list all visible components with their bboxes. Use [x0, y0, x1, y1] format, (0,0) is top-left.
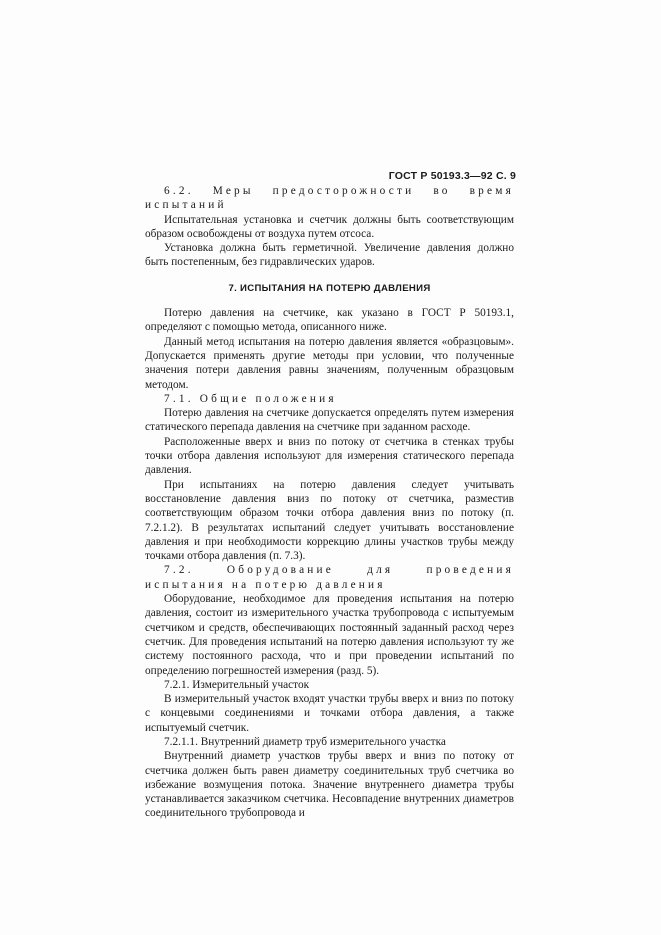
section-7-1-paragraph-2: Расположенные вверх и вниз по потоку от счетчика в стенках трубы точки отбора давления используют для измерения статического перепада давления.: [145, 435, 514, 477]
section-7-2-1-1-title: 7.2.1.1. Внутренний диаметр труб измерительного участка: [164, 735, 446, 748]
section-7-2-1-paragraph-1: В измерительный участок входят участки трубы вверх и вниз по потоку с концевыми соединениями и точками отбора давления, а также испытуемый счетчик.: [145, 693, 514, 734]
section-7-1-paragraph-3: При испытаниях на потерю давления следует учитывать восстановление давления вниз по потоку от счетчика, разместив соответствующим образом точки отбора давления вниз по потоку (п. 7.2.1.2). В результатах испытаний следует учитывать восстановление давления и при необходимости коррекцию длины участков трубы между точками отбора давления (п. 7.3).: [145, 478, 514, 563]
section-7-1-paragraph-1: Потерю давления на счетчике допускается определять путем измерения статического перепада давления на счетчике при заданном расходе.: [145, 407, 514, 434]
running-head: ГОСТ Р 50193.3—92 С. 9: [388, 170, 516, 182]
section-7-2-title: 7.2. Оборудование для проведения испытания на потерю давления: [145, 564, 514, 591]
section-7-2-1-1-paragraph-1: Внутренний диаметр участков трубы вверх и вниз по потоку от счетчика должен быть равен диаметру соединительных труб счетчика во избежание возмущения потока. Значение внутреннего диаметра трубы устанавливается заказчиком счетчика. Несовпадение внутренних диаметров соединительного трубопровода и: [145, 750, 514, 820]
section-7-heading: 7. ИСПЫТАНИЯ НА ПОТЕРЮ ДАВЛЕНИЯ: [228, 282, 431, 294]
section-6-2-title: 6.2. Меры предосторожности во время испытаний: [145, 185, 514, 212]
section-6-2-paragraph-1: Испытательная установка и счетчик должны быть соответствующим образом освобождены от воздуха путем отсоса.: [145, 213, 514, 240]
section-6-2-paragraph-2: Установка должна быть герметичной. Увеличение давления должно быть постепенным, без гидравлических ударов.: [145, 242, 514, 269]
section-7-2-1-title: 7.2.1. Измерительный участок: [164, 678, 310, 691]
section-7-paragraph-1: Потерю давления на счетчике, как указано в ГОСТ Р 50193.1, определяют с помощью метода, описанного ниже.: [145, 307, 514, 334]
section-7-paragraph-2: Данный метод испытания на потерю давления является «образцовым». Допускается применять другие методы при условии, что полученные значения потери давления равны значениям, полученным образцовым методом.: [145, 335, 514, 391]
page-body: [145, 184, 514, 821]
section-7-2-paragraph-1: Оборудование, необходимое для проведения испытания на потерю давления, состоит из измерительного участка трубопровода с испытуемым счетчиком и средств, обеспечивающих постоянный заданный расход через счетчик. Для проведения испытаний на потерю давления используют ту же систему постоянного расхода, что и при проведении испытаний по определению погрешностей измерения (разд. 5).: [145, 593, 514, 677]
section-7-1-title: 7.1. Общие положения: [164, 392, 337, 405]
